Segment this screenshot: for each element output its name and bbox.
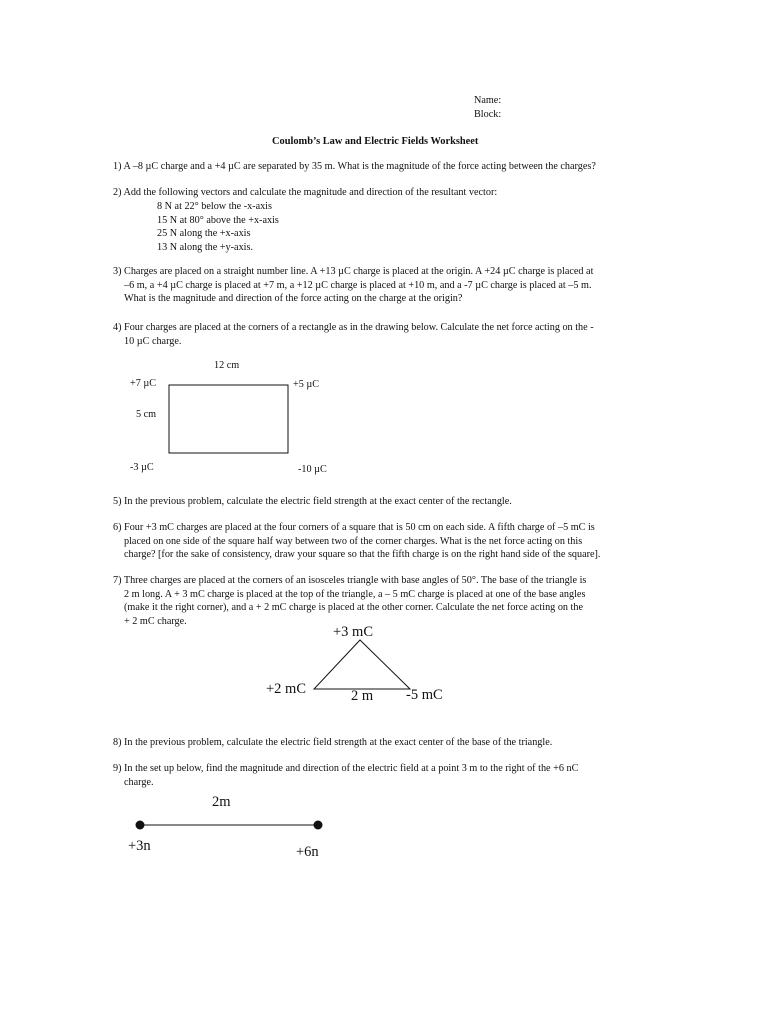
vector-item: 8 N at 22° below the -x-axis (157, 201, 272, 212)
question-7-line: 2 m long. A + 3 mC charge is placed at the top of the triangle, a – 5 mC charge is placed at one of the base angles (124, 588, 586, 600)
charge-dot-right (314, 821, 323, 830)
question-4-line: 10 µC charge. (124, 335, 182, 347)
question-9-line: charge. (124, 776, 154, 788)
charge-top-left: +7 µC (130, 378, 157, 389)
question-6-line: charge? [for the sake of consistency, draw your square so that the fifth charge is on the right hand side of the square]. (124, 549, 601, 561)
rect-width-label: 12 cm (214, 360, 240, 371)
vector-item: 15 N at 80° above the +x-axis (157, 214, 279, 226)
question-9-line: 9) In the set up below, find the magnitude and direction of the electric field at a point 3 m to the right of the +6 nC (113, 763, 579, 774)
charge-left-label: +3n (128, 838, 151, 854)
vector-item: 13 N along the +y-axis. (157, 241, 254, 253)
question-3-line: –6 m, a +4 µC charge is placed at +7 m, a +12 µC charge is placed at +10 m, and a -7 µC charge is placed at –5 m. (124, 279, 592, 291)
question-3-line: 3) Charges are placed on a straight number line. A +13 µC charge is placed at the origin. A +24 µC charge is placed at (113, 266, 594, 277)
charge-triangle-right: -5 mC (406, 687, 443, 703)
question-7-line: + 2 mC charge. (124, 615, 187, 627)
charge-triangle-left: +2 mC (266, 681, 307, 697)
rect-height-label: 5 cm (136, 409, 157, 420)
question-7-line: 7) Three charges are placed at the corners of an isosceles triangle with base angles of 50°. The base of the triangle is (113, 575, 587, 586)
charge-right-label: +6n (296, 844, 319, 860)
question-4-line: 4) Four charges are placed at the corners of a rectangle as in the drawing below. Calculate the net force acting on the - (113, 322, 594, 333)
charge-bottom-right: -10 µC (298, 464, 327, 475)
block-label: Block: (474, 109, 502, 120)
charge-top-right: +5 µC (293, 379, 320, 390)
question-6-line: 6) Four +3 mC charges are placed at the four corners of a square that is 50 cm on each side. A fifth charge of –5 mC is (113, 522, 595, 533)
question-7-line: (make it the right corner), and a + 2 mC charge is placed at the other corner. Calculate the net force acting on the (124, 602, 583, 614)
charge-triangle-top: +3 mC (333, 624, 374, 640)
worksheet-title: Coulomb’s Law and Electric Fields Worksheet (272, 136, 479, 147)
question-6-line: placed on one side of the square half way between two of the corner charges. What is the net force acting on this (124, 535, 583, 547)
charge-bottom-left: -3 µC (130, 462, 154, 473)
vector-item: 25 N along the +x-axis (157, 228, 251, 240)
question-5-line: 5) In the previous problem, calculate the electric field strength at the exact center of the rectangle. (113, 496, 512, 507)
triangle-base-label: 2 m (351, 688, 374, 704)
question-8-line: 8) In the previous problem, calculate the electric field strength at the exact center of the base of the triangle. (113, 737, 553, 748)
name-label: Name: (474, 95, 502, 106)
charge-dot-left (136, 821, 145, 830)
question-3-line: What is the magnitude and direction of the force acting on the charge at the origin? (124, 293, 463, 305)
question-2-line: 2) Add the following vectors and calculate the magnitude and direction of the resultant vector: (113, 187, 498, 198)
distance-label: 2m (212, 794, 231, 810)
question-1-line: 1) A –8 µC charge and a +4 µC are separated by 35 m. What is the magnitude of the force acting between the charges? (113, 161, 596, 172)
